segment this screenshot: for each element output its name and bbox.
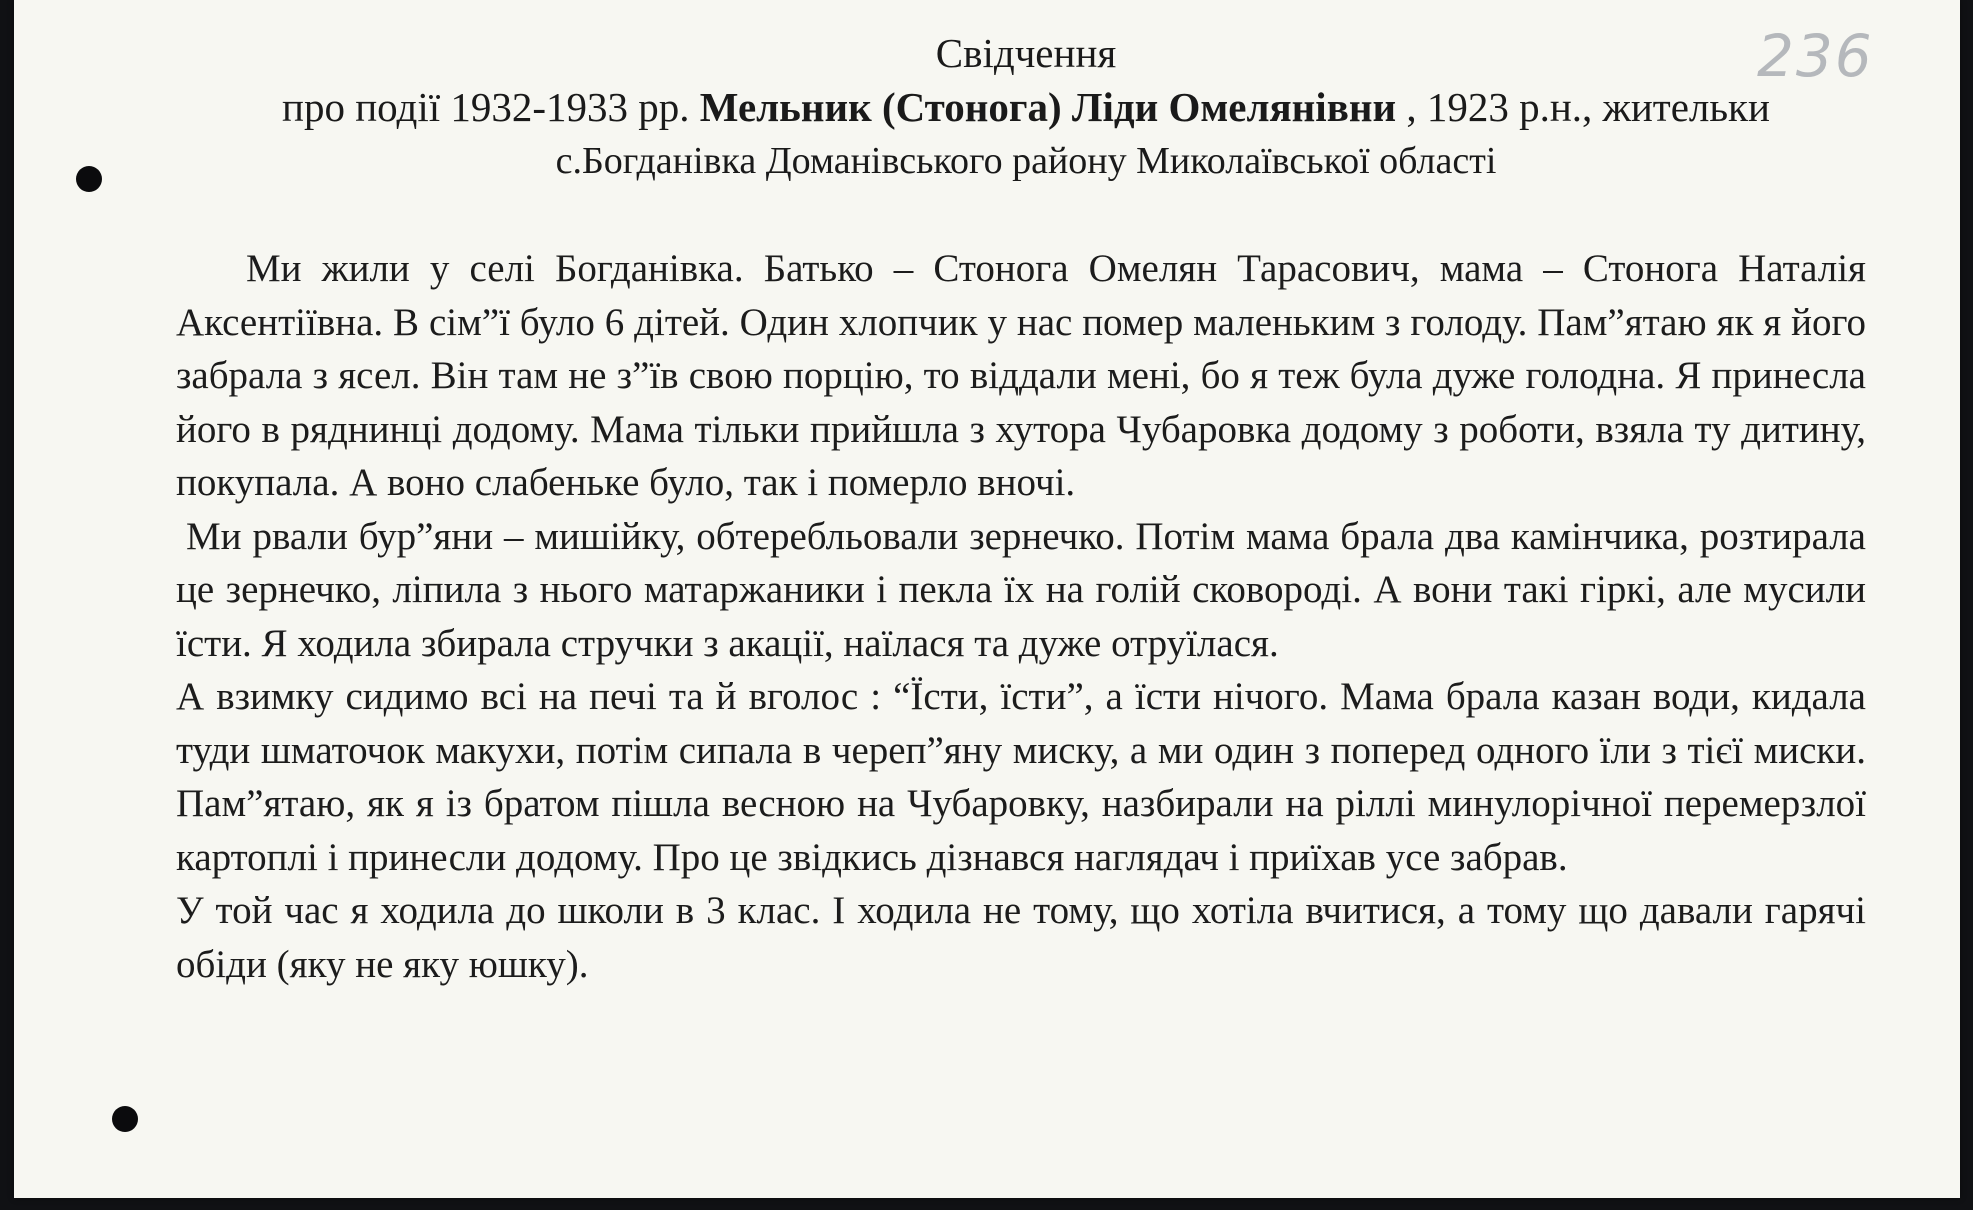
- document-location: с.Богданівка Доманівського району Миколаївської області: [555, 140, 1497, 182]
- paragraph-2: Ми рвали бур”яни – мишійку, обтеребльовали зернечко. Потім мама брала два камінчика, розтирала це зернечко, ліпила з нього матаржаники і пекла їх на голій сковороді. А вони такі гіркі, але мусили їсти. Я ходила збирала стручки з акації, наїлася та дуже отруїлася.: [176, 514, 1866, 665]
- paragraph-1: Ми жили у селі Богданівка. Батько – Стонога Омелян Тарасович, мама – Стонога Наталія Аксентіївна. В сім”ї було 6 дітей. Один хлопчик у нас помер маленьким з голоду. Пам”ятаю як я його забрала з ясел. Він там не з”їв свою порцію, то віддали мені, бо я теж була дуже голодна. Я принесла його в ряднинці додому. Мама тільки прийшла з хутора Чубаровка додому з роботи, взяла ту дитину, покупала. А воно слабеньке було, так і померло вночі.: [176, 247, 1866, 504]
- document-sheet: [14, 0, 1960, 1198]
- document-subtitle: [176, 78, 1876, 136]
- subtitle-pre: про події 1932-1933 рр.: [282, 84, 690, 130]
- punch-hole-top: [76, 166, 102, 192]
- paragraph-3: А взимку сидимо всі на печі та й вголос : “Їсти, їсти”, а їсти нічого. Мама брала казан води, кидала туди шматочок макухи, потім сипала в череп”яну миску, а ми один з поперед одного їли з тієї миски. Пам”ятаю, як я із братом пішла весною на Чубаровку, назбирали на ріллі минулорічної перемерзлої картоплі і принесли додому. Про це звідкись дізнався наглядач і приїхав усе забрав.: [176, 675, 1866, 879]
- document-heading: [176, 28, 1876, 186]
- testimony-body: [176, 242, 1866, 991]
- witness-name: Мельник (Стонога) Ліди Омелянівни: [699, 84, 1397, 130]
- subtitle-post: , 1923 р.н., жительки: [1406, 84, 1770, 130]
- document-title: Свідчення: [935, 30, 1117, 76]
- punch-hole-bottom: [112, 1106, 138, 1132]
- paragraph-4: У той час я ходила до школи в 3 клас. І ходила не тому, що хотіла вчитися, а тому що давали гарячі обіди (яку не яку юшку).: [176, 889, 1866, 986]
- handwritten-page-number: 236: [1757, 22, 1874, 90]
